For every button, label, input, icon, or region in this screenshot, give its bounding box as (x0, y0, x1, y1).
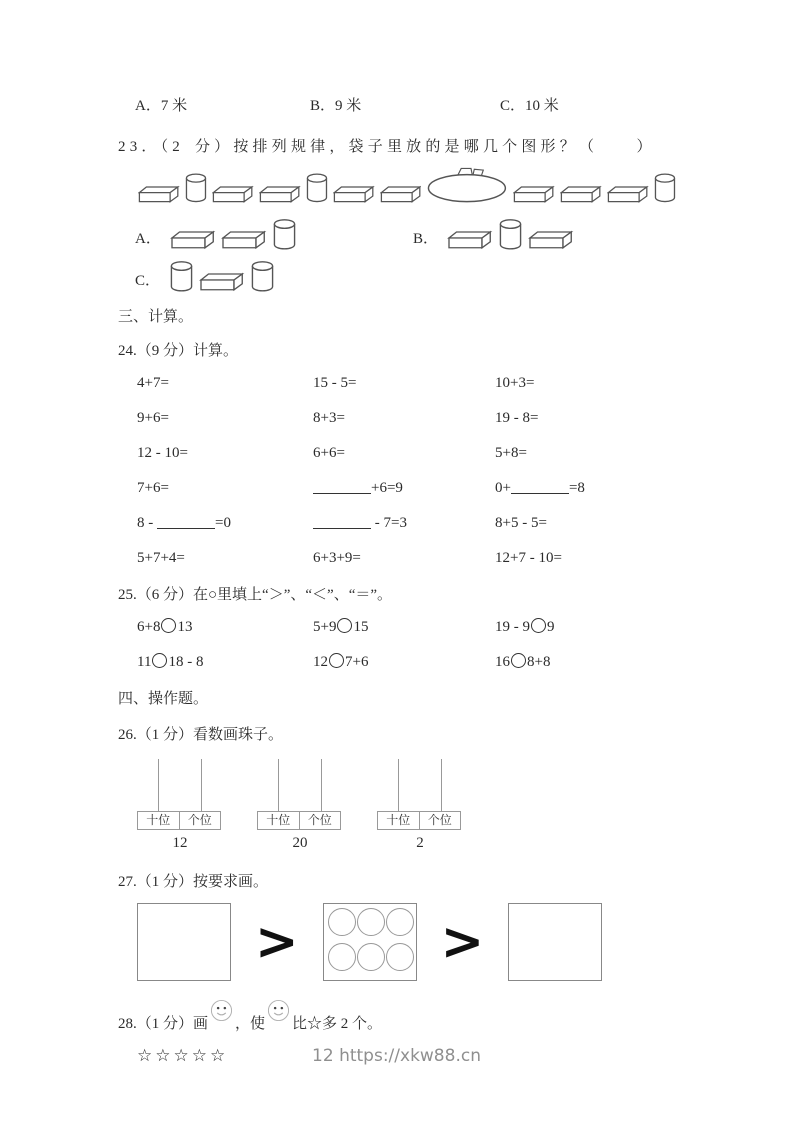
ones-label: 个位 (187, 813, 212, 827)
comparison-circle[interactable] (152, 653, 167, 668)
reference-circle (357, 908, 385, 936)
calc-expression: 8+5 - 5= (495, 515, 547, 531)
q23-option-shapes (170, 219, 297, 250)
comparison-expression: 5+9 15 (313, 619, 369, 635)
calc-expression: 15 - 5= (313, 375, 357, 391)
q23-options-row-1 (135, 216, 676, 250)
q22-options-row (118, 96, 676, 116)
q25-comparison-grid (137, 618, 676, 672)
q28-prefix: 28.（1 分）画 (118, 1016, 209, 1032)
cuboid-shape (560, 184, 602, 204)
tens-label: 十位 (138, 812, 180, 829)
section-three-title: 三、计算。 (118, 309, 194, 325)
option-a-label: A． (135, 98, 161, 114)
reference-circle (386, 908, 414, 936)
cuboid-shape (259, 184, 301, 204)
place-value-box (257, 811, 341, 830)
q23-option-label: C． (135, 273, 161, 289)
tens-rod[interactable] (398, 759, 399, 811)
section-four-title: 四、操作题。 (118, 691, 209, 707)
cuboid-shape (513, 184, 555, 204)
ones-rod[interactable] (321, 759, 322, 811)
comparison-circle[interactable] (161, 618, 176, 633)
tens-label: 十位 (258, 812, 300, 829)
comparison-expression: 11 18 - 8 (137, 654, 204, 670)
target-number: 20 (292, 835, 308, 851)
tens-rod[interactable] (158, 759, 159, 811)
calc-expression: 6+6= (313, 445, 345, 461)
ones-rod[interactable] (441, 759, 442, 811)
q23-stem (118, 137, 676, 157)
q28-mid: ，使 (235, 1016, 266, 1032)
q23-shape-sequence (138, 166, 676, 204)
q23-option-c[interactable] (135, 258, 413, 292)
greater-than-sign: > (255, 912, 299, 972)
tens-rod[interactable] (278, 759, 279, 811)
cuboid-shape (199, 271, 245, 292)
bead-rods[interactable] (257, 759, 343, 811)
target-number: 2 (416, 835, 424, 851)
answer-blank[interactable] (511, 480, 569, 494)
comparison-expression: 12 7+6 (313, 654, 369, 670)
calc-expression: 6+3+9= (313, 550, 361, 566)
bag-shape (426, 165, 508, 203)
circles-reference-box (323, 903, 417, 981)
ones-label: 个位 (427, 813, 452, 827)
q23-number: 23．（2 分） (118, 139, 234, 155)
bead-rods[interactable] (137, 759, 223, 811)
answer-blank[interactable] (157, 515, 215, 529)
calc-expression: 4+7= (137, 375, 169, 391)
smiley-icon (210, 999, 233, 1033)
answer-blank[interactable] (313, 480, 371, 494)
q24-calc-grid (137, 374, 676, 568)
reference-circle (357, 943, 385, 971)
q27-drawing-row (137, 903, 676, 981)
cuboid-shape (170, 229, 216, 250)
calc-expression: 0+ =8 (495, 480, 585, 496)
ones-rod[interactable] (201, 759, 202, 811)
option-c-text: 10 米 (525, 98, 559, 114)
q23-option-a[interactable] (135, 216, 413, 250)
calc-expression: 12 - 10= (137, 445, 188, 461)
q23-options (118, 216, 676, 292)
cuboid-shape (607, 184, 649, 204)
option-a[interactable] (135, 96, 310, 116)
answer-blank[interactable] (313, 515, 371, 529)
place-value-unit (257, 759, 343, 852)
calc-expression: 10+3= (495, 375, 535, 391)
comparison-circle[interactable] (329, 653, 344, 668)
cylinder-shape (185, 172, 207, 204)
cylinder-shape (306, 172, 328, 204)
q23-option-shapes (169, 261, 275, 292)
q25-header: 25.（6 分）在○里填上“＞”、“＜”、“＝”。 (118, 587, 393, 603)
place-value-unit (137, 759, 223, 852)
option-b-text: 9 米 (335, 98, 362, 114)
option-b-label: B． (310, 98, 336, 114)
q24-header: 24.（9 分）计算。 (118, 343, 239, 359)
q23-option-label: A． (135, 231, 161, 247)
comparison-expression: 16 8+8 (495, 654, 551, 670)
q23-text: 按排列规律，袋子里放的是哪几个图形？（ ） (233, 139, 656, 155)
calc-expression: 19 - 8= (495, 410, 539, 426)
calc-expression: - 7=3 (313, 514, 495, 533)
calc-expression: 7+6= (137, 480, 169, 496)
q28-suffix: 比☆多 2 个。 (292, 1016, 383, 1032)
calc-expression: 8 - =0 (137, 515, 231, 531)
cylinder-shape (272, 219, 297, 250)
cylinder-shape (654, 172, 676, 204)
page-footer: 12 https://xkw88.cn (312, 1046, 481, 1066)
q23-options-row-2 (135, 258, 676, 292)
greater-than-sign: > (440, 912, 485, 972)
calc-expression: 5+7+4= (137, 550, 185, 566)
cuboid-shape (447, 229, 493, 250)
ones-label: 个位 (307, 813, 332, 827)
cuboid-shape (333, 184, 375, 204)
q23-option-shapes (447, 219, 574, 250)
option-c[interactable] (500, 96, 676, 116)
calc-expression: 8+3= (313, 410, 345, 426)
comparison-circle[interactable] (337, 618, 352, 633)
drawing-box-left[interactable] (137, 903, 231, 981)
q28-stem (118, 999, 676, 1039)
calc-expression: 5+8= (495, 445, 527, 461)
reference-circle (328, 908, 356, 936)
calc-expression: +6=9 (313, 479, 495, 498)
reference-circle (328, 943, 356, 971)
option-b[interactable] (310, 96, 500, 116)
place-value-box (137, 811, 221, 830)
option-a-text: 7 米 (160, 98, 188, 114)
cylinder-shape (498, 219, 523, 250)
drawing-box-right[interactable] (508, 903, 602, 981)
cuboid-shape (380, 184, 422, 204)
calc-expression: 12+7 - 10= (495, 550, 562, 566)
q27-header: 27.（1 分）按要求画。 (118, 874, 269, 890)
calc-expression: 9+6= (137, 410, 169, 426)
q28-stars: ☆☆☆☆☆ (137, 1046, 229, 1065)
cylinder-shape (169, 261, 194, 292)
place-value-box (377, 811, 461, 830)
smiley-icon (267, 999, 290, 1033)
cuboid-shape (528, 229, 574, 250)
q26-place-value-row (137, 759, 676, 852)
tens-label: 十位 (378, 812, 420, 829)
target-number: 12 (172, 835, 188, 851)
q23-option-b[interactable] (413, 216, 676, 250)
cuboid-shape (221, 229, 267, 250)
comparison-circle[interactable] (511, 653, 526, 668)
comparison-expression: 6+8 13 (137, 619, 193, 635)
cuboid-shape (212, 184, 254, 204)
cylinder-shape (250, 261, 275, 292)
comparison-expression: 19 - 9 9 (495, 619, 555, 635)
reference-circle (386, 943, 414, 971)
bead-rods[interactable] (377, 759, 463, 811)
option-c-label: C． (500, 98, 526, 114)
q23-option-label: B． (413, 231, 439, 247)
q26-header: 26.（1 分）看数画珠子。 (118, 727, 284, 743)
cuboid-shape (138, 184, 180, 204)
place-value-unit (377, 759, 463, 852)
comparison-circle[interactable] (531, 618, 546, 633)
